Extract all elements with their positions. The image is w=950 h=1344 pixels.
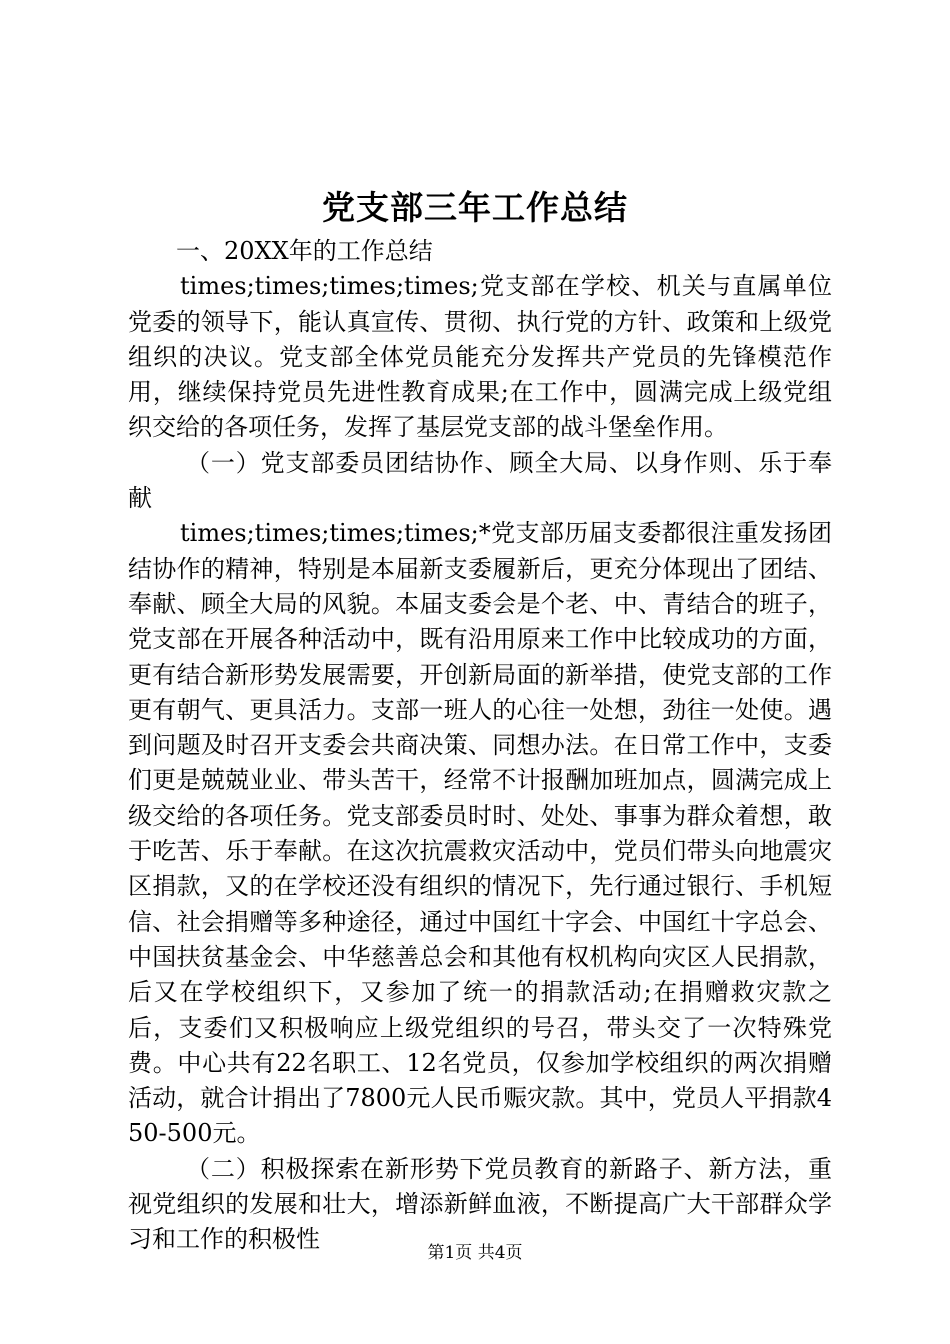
paragraph-intro: times;times;times;times;党支部在学校、机关与直属单位党委的领导下，能认真宣传、贯彻、执行党的方针、政策和上级党组织的决议。党支部全体党员能充分发挥共产党员的先锋模范作用，继续保持党员先进性教育成果;在工作中，圆满完成上级党组织交给的各项任务，发挥了基层党支部的战斗堡垒作用。: [128, 272, 832, 442]
paragraph-committee: times;times;times;times;*党支部历届支委都很注重发扬团结协作的精神，特别是本届新支委履新后，更充分体现出了团结、奉献、顾全大局的风貌。本届支委会是个老、中、青结合的班子，党支部在开展各种活动中，既有沿用原来工作中比较成功的方面，更有结合新形势发展需要，开创新局面的新举措，使党支部的工作更有朝气、更具活力。支部一班人的心往一处想，劲往一处使。遇到问题及时召开支委会共商决策、同想办法。在日常工作中，支委们更是兢兢业业、带头苦干，经常不计报酬加班加点，圆满完成上级交给的各项任务。党支部委员时时、处处、事事为群众着想，敢于吃苦、乐于奉献。在这次抗震救灾活动中，党员们带头向地震灾区捐款，又的在学校还没有组织的情况下，先行通过银行、手机短信、社会捐赠等多种途径，通过中国红十字会、中国红十字总会、中国扶贫基金会、中华慈善总会和其他有权机构向灾区人民捐款，后又在学校组织下，又参加了统一的捐款活动;在捐赠救灾款之后，支委们又积极响应上级党组织的号召，带头交了一次特殊党费。中心共有22名职工、12名党员，仅参加学校组织的两次捐赠活动，就合计捐出了7800元人民币赈灾款。其中，党员人平捐款450-500元。: [128, 519, 832, 1148]
subsection-heading-1: （一）党支部委员团结协作、顾全大局、以身作则、乐于奉献: [128, 448, 832, 513]
document-title: 党支部三年工作总结: [322, 188, 628, 227]
document-body: [128, 234, 832, 1258]
section-heading: 一、20XX年的工作总结: [176, 237, 433, 265]
subsection-heading-2: （二）积极探索在新形势下党员教育的新路子、新方法，重视党组织的发展和壮大，增添新鲜血液，不断提高广大干部群众学习和工作的积极性: [128, 1154, 832, 1254]
page-footer: 第1页 共4页: [427, 1243, 523, 1263]
